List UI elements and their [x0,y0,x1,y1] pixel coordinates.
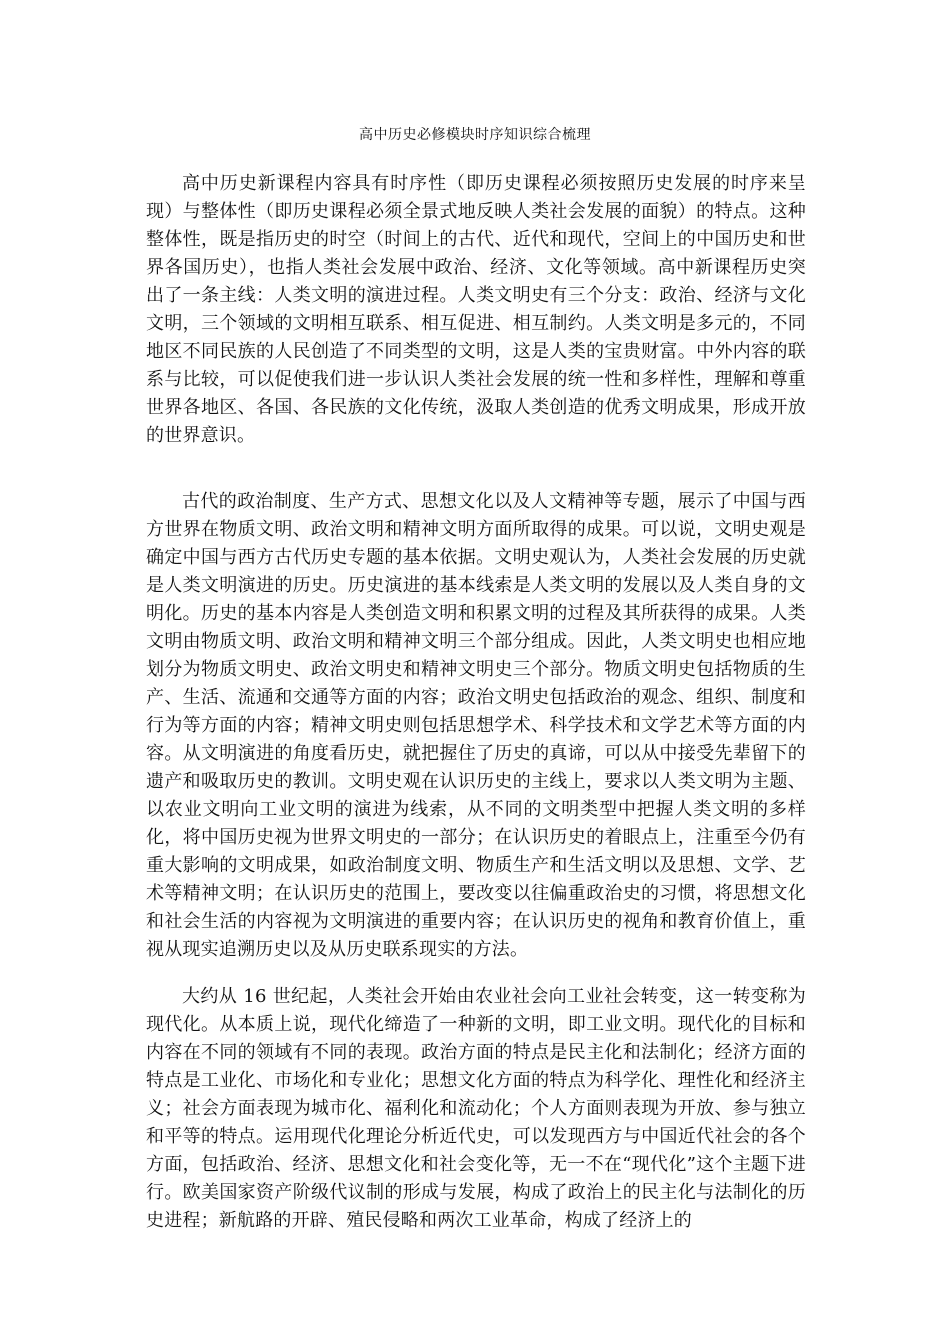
paragraph-modernization: 大约从 16 世纪起，人类社会开始由农业社会向工业社会转变，这一转变称为现代化。从本质上说，现代化缔造了一种新的文明，即工业文明。现代化的目标和内容在不同的领域有不同的表现。政治方面的特点是民主化和法制化；经济方面的特点是工业化、市场化和专业化；思想文化方面的特点为科学化、理性化和经济主义；社会方面表现为城市化、福利化和流动化；个人方面则表现为开放、参与独立和平等的特点。运用现代化理论分析近代史，可以发现西方与中国近代社会的各个方面，包括政治、经济、思想文化和社会变化等，无一不在“现代化”这个主题下进行。欧美国家资产阶级代议制的形成与发展，构成了政治上的民主化与法制化的历史进程；新航路的开辟、殖民侵略和两次工业革命，构成了经济上的 [146,986,806,1231]
paragraph-ancient-civilization: 古代的政治制度、生产方式、思想文化以及人文精神等专题，展示了中国与西方世界在物质文明、政治文明和精神文明方面所取得的成果。可以说，文明史观是确定中国与西方古代历史专题的基本依据。文明史观认为，人类社会发展的历史就是人类文明演进的历史。历史演进的基本线索是人类文明的发展以及人类自身的文明化。历史的基本内容是人类创造文明和积累文明的过程及其所获得的成果。人类文明由物质文明、政治文明和精神文明三个部分组成。因此，人类文明史也相应地划分为物质文明史、政治文明史和精神文明史三个部分。物质文明史包括物质的生产、生活、流通和交通等方面的内容；政治文明史包括政治的观念、组织、制度和行为等方面的内容；精神文明史则包括思想学术、科学技术和文学艺术等方面的内容。从文明演进的角度看历史，就把握住了历史的真谛，可以从中接受先辈留下的遗产和吸取历史的教训。文明史观在认识历史的主线上，要求以人类文明为主题、以农业文明向工业文明的演进为线索，从不同的文明类型中把握人类文明的多样化，将中国历史视为世界文明史的一部分；在认识历史的着眼点上，注重至今仍有重大影响的文明成果，如政治制度文明、物质生产和生活文明以及思想、文学、艺术等精神文明；在认识历史的范围上，要改变以往偏重政治史的习惯，将思想文化和社会生活的内容视为文明演进的重要内容；在认识历史的视角和教育价值上，重视从现实追溯历史以及从历史联系现实的方法。 [146,491,806,960]
paragraph-intro: 高中历史新课程内容具有时序性（即历史课程必须按照历史发展的时序来呈现）与整体性（即历史课程必须全景式地反映人类社会发展的面貌）的特点。这种整体性，既是指历史的时空（时间上的古代、近代和现代，空间上的中国历史和世界各国历史），也指人类社会发展中政治、经济、文化等领域。高中新课程历史突出了一条主线：人类文明的演进过程。人类文明史有三个分支：政治、经济与文化文明，三个领域的文明相互联系、相互促进、相互制约。人类文明是多元的，不同地区不同民族的人民创造了不同类型的文明，这是人类的宝贵财富。中外内容的联系与比较，可以促使我们进一步认识人类社会发展的统一性和多样性，理解和尊重世界各地区、各国、各民族的文化传统，汲取人类创造的优秀文明成果，形成开放的世界意识。 [146,173,806,446]
document-title: 高中历史必修模块时序知识综合梳理 [359,127,591,143]
